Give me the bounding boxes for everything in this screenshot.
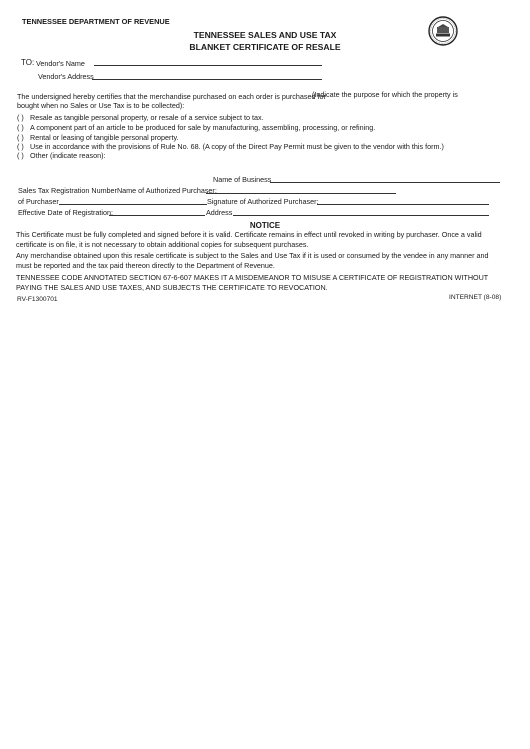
option-label: Use in accordance with the provisions of Rule No. 68. (A copy of the Direct Pay Permit must be given to the vendor with this form.) [30,142,444,151]
registration-number-field[interactable] [59,204,207,205]
business-name-label: Name of Business [213,175,272,184]
option-checkbox[interactable]: ( ) [17,123,24,132]
vendor-name-field[interactable] [94,65,322,66]
department-name: TENNESSEE DEPARTMENT OF REVENUE [22,17,170,26]
business-name-field[interactable] [270,182,500,183]
option-checkbox[interactable]: ( ) [17,113,24,122]
certify-line1: The undersigned hereby certifies that the merchandise purchased on each order is purchased for [17,92,326,101]
notice-paragraph: This Certificate must be fully completed and signed before it is valid. Certificate remains in effect until revoked in writing by purchaser. Once a valid certificate is on file, it is not necessary to obtain additional copies for subsequent purchases. [16,230,482,249]
of-purchaser-label: of Purchaser [18,197,59,206]
vendor-name-label: Vendor's Name [36,59,85,68]
vendor-address-label: Vendor's Address [38,72,94,81]
effective-date-field[interactable] [109,215,205,216]
option-checkbox[interactable]: ( ) [17,151,24,160]
tennessee-state-seal-icon [428,16,458,46]
option-checkbox[interactable]: ( ) [17,133,24,142]
certify-line2: bought when no Sales or Use Tax is to be collected): [17,101,185,110]
form-title: TENNESSEE SALES AND USE TAX [193,30,337,40]
option-label: Rental or leasing of tangible personal property. [30,133,179,142]
signature-field[interactable] [317,204,489,205]
address-label: Address [206,208,233,217]
address-field[interactable] [233,215,489,216]
signature-label: Signature of Authorized Purchaser: [207,197,319,206]
registration-number-label: Sales Tax Registration NumberName of Authorized Purchaser: [18,186,217,195]
misdemeanor-warning: TENNESSEE CODE ANNOTATED SECTION 67-6-607 MAKES IT A MISDEMEANOR TO MISUSE A CERTIFICATE OF REGISTRATION WITHOUT PAYING THE SALES AND USE TAXES, AND SUBJECTS THE CERTIFICATE TO REVOCATION. [16,273,489,292]
option-checkbox[interactable]: ( ) [17,142,24,151]
option-label: A component part of an article to be produced for sale by manufacturing, assembling, processing, or refining. [30,123,376,132]
certify-purpose-note: (Indicate the purpose for which the property is [312,90,458,99]
option-label: Other (indicate reason): [30,151,106,160]
vendor-address-field[interactable] [92,79,322,80]
authorized-purchaser-name-field[interactable] [206,193,396,194]
option-label: Resale as tangible personal property, or resale of a service subject to tax. [30,113,264,122]
form-subtitle: BLANKET CERTIFICATE OF RESALE [189,42,341,52]
notice-heading: NOTICE [249,221,281,230]
form-version: INTERNET (8-08) [449,294,502,301]
form-number: RV-F1300701 [17,296,58,303]
notice-paragraph: Any merchandise obtained upon this resale certificate is subject to the Sales and Use Tax if it is used or consumed by the vendee in any manner and must be reported and the tax paid thereon directly to the Department of Revenue. [16,251,489,270]
to-label: TO: [21,58,35,67]
effective-date-label: Effective Date of Registration: [18,208,113,217]
